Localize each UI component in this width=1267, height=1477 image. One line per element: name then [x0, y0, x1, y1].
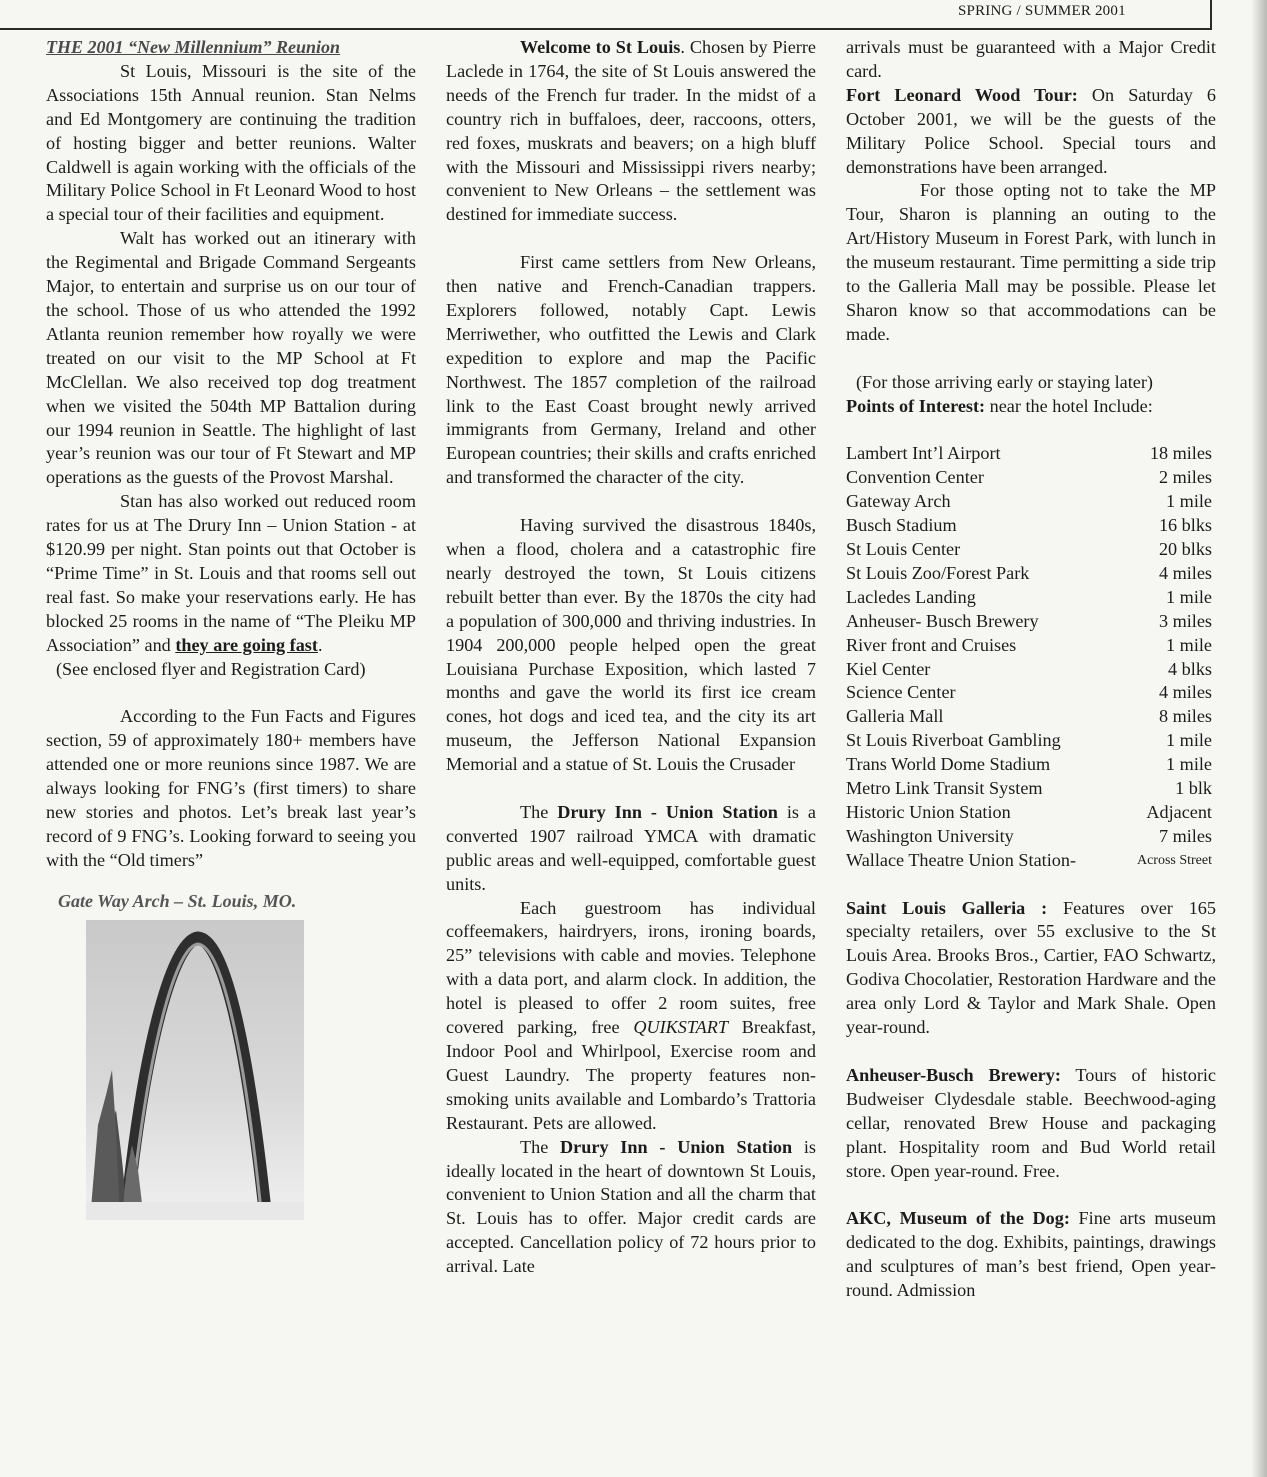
poi-place: St Louis Riverboat Gambling: [846, 730, 1061, 751]
welcome-text: . Chosen by Pierre Laclede in 1764, the site of St Louis answered the needs of the French fur trader. In the midst of a country rich in buffaloes, deer, raccoons, otters, red foxes, muskrats and beavers; on a high bluff with the Missouri and Mississippi rivers nearby; convenient to New Orleans – the settlement was destined for immediate success.: [446, 37, 816, 225]
paragraph-brewery: [846, 1064, 1216, 1184]
poi-place: Washington University: [846, 825, 1014, 846]
brewery-text: Tours of historic Budweiser Clydesdale stable. Beechwood-aging cellar, renovated Brew House and packaging plant. Hospitality room and Bud World retail store. Open year-round. Free.: [846, 1064, 1216, 1181]
hotel-name: Drury Inn - Union Station: [557, 801, 778, 822]
poi-row: [846, 753, 1216, 777]
paragraph-welcome: [446, 36, 816, 227]
paragraph-galleria: [846, 897, 1216, 1040]
masthead-box: [0, 0, 1212, 30]
poi-row: [846, 729, 1216, 753]
galleria-text: Features over 165 specialty retailers, over 55 exclusive to the St Louis Area. Brooks Bros., Cartier, FAO Schwartz, Godiva Chocolatier, Restoration Hardware and the area only Lord & Taylor and Mark Shale. Open year-round.: [846, 897, 1216, 1038]
poi-distance: 1 mile: [1166, 586, 1212, 607]
paragraph-itinerary: Walt has worked out an itinerary with the Regimental and Brigade Command Sergeants Major, to entertain and surprise us on our tour of the school. Those of us who attended the 1992 Atlanta reunion remember how royally we were treated on our visit to the MP School at Ft McClellan. We also received top dog treatment when we visited the 504th MP Battalion during our 1994 reunion in Seattle. The highlight of last year’s reunion was our tour of Ft Stewart and MP operations as the guests of the Provost Marshal.: [46, 228, 416, 488]
paragraph-settlers: First came settlers from New Orleans, then native and French-Canadian trappers. Explorers followed, notably Capt. Lewis Merriwether, who outfitted the Lewis and Clark expedition to explore and map the Pacific Northwest. The 1857 completion of the railroad link to the East Coast brought newly arrived immigrants from Germany, Ireland and other European countries; their skills and crafts enriched and transformed the character of the city.: [446, 252, 816, 488]
column-right: [846, 36, 1216, 1303]
poi-distance: 4 miles: [1158, 562, 1212, 583]
article-title: THE 2001 “New Millennium” Reunion: [46, 37, 341, 57]
poi-row: [846, 658, 1216, 682]
poi-place: Kiel Center: [846, 658, 931, 679]
poi-distance: 16 blks: [1158, 515, 1212, 536]
paragraph-room-rates: [46, 490, 416, 657]
poi-row: [846, 849, 1216, 873]
poi-place: Busch Stadium: [846, 515, 957, 536]
poi-place: Wallace Theatre Union Station-: [846, 849, 1077, 870]
room-rates-end: .: [317, 634, 323, 655]
paragraph-hotel: [446, 801, 816, 897]
quikstart-label: QUIKSTART: [633, 1017, 728, 1038]
poi-row: [846, 681, 1216, 705]
welcome-heading: Welcome to St Louis: [520, 37, 681, 57]
poi-row: [846, 562, 1216, 586]
poi-row: [846, 538, 1216, 562]
poi-row: [846, 442, 1216, 466]
poi-place: Science Center: [846, 682, 956, 703]
amenities-text-b: Breakfast, Indoor Pool and Whirlpool, Exercise room and Guest Laundry. The property features non-smoking units available and Lombardo’s Trattoria Restaurant. Pets are allowed.: [446, 1017, 816, 1133]
paragraph-location: [446, 1136, 816, 1279]
poi-distance: 1 blk: [1175, 778, 1212, 799]
poi-place: River front and Cruises: [846, 634, 1017, 655]
poi-distance: 20 blks: [1158, 539, 1212, 559]
amenities-text-a: Each guestroom has individual coffeemakers, hairdryers, irons, ironing boards, 25” televisions with cable and movies. Telephone with a data port, and alarm clock. In addition, the hotel is pleased to offer 2 room suites, free covered parking, free: [446, 897, 816, 1038]
paragraph-fort-tour: [846, 84, 1216, 180]
dog-museum-text: Fine arts museum dedicated to the dog. Exhibits, paintings, drawings and sculptures of man’s best friend, Open year-round. Admission: [846, 1208, 1216, 1301]
page-edge-shadow: [1251, 0, 1267, 1477]
poi-distance: 1 mile: [1166, 754, 1212, 775]
poi-place: Galleria Mall: [846, 706, 944, 727]
poi-place: Lacledes Landing: [846, 586, 976, 607]
poi-distance: 1 mile: [1166, 491, 1212, 512]
brewery-heading: Anheuser-Busch Brewery:: [846, 1064, 1061, 1085]
paragraph-dog-museum: [846, 1207, 1216, 1303]
hotel-text: is a converted 1907 railroad YMCA with dramatic public areas and well-equipped, comfortable guest units.: [446, 801, 816, 894]
poi-distance: 8 miles: [1158, 706, 1212, 727]
poi-intro: (For those arriving early or staying later): [856, 371, 1153, 392]
location-text: is ideally located in the heart of downtown St Louis, convenient to Union Station and all the charm that St. Louis has to offer. Major credit cards are accepted. Cancellation policy of 72 hours prior to arrival. Late: [446, 1136, 816, 1277]
poi-distance: 7 miles: [1158, 825, 1212, 846]
poi-place: St Louis Zoo/Forest Park: [846, 562, 1030, 583]
fort-tour-heading: Fort Leonard Wood Tour:: [846, 84, 1078, 105]
hotel-name-2: Drury Inn - Union Station: [560, 1136, 793, 1157]
paragraph-amenities: [446, 897, 816, 1136]
hotel-pre: The: [520, 801, 558, 822]
poi-place: Historic Union Station: [846, 801, 1011, 822]
poi-row: [846, 634, 1216, 658]
paragraph-history: Having survived the disastrous 1840s, when a flood, cholera and a catastrophic fire nearly destroyed the town, St Louis citizens rebuilt better than ever. By the 1870s the city had a population of 300,000 and thriving industries. In 1904 200,000 people helped open the great Louisiana Purchase Exposition, which lasted 7 months and gave the world its first ice cream cones, hot dogs and iced tea, and the city its art museum, the Jefferson National Expansion Memorial and a statue of St. Louis the Crusader: [446, 515, 816, 775]
poi-heading-label: Points of Interest:: [846, 395, 986, 416]
poi-place: Trans World Dome Stadium: [846, 754, 1051, 775]
poi-distance: 4 blks: [1168, 658, 1212, 679]
going-fast-emphasis: they are going fast: [175, 634, 318, 655]
poi-place: Gateway Arch: [846, 491, 951, 512]
poi-place: Convention Center: [846, 467, 984, 488]
poi-heading-text: near the hotel Include:: [985, 395, 1153, 416]
poi-distance: 3 miles: [1158, 610, 1212, 631]
issue-season: SPRING / SUMMER 2001: [958, 3, 1126, 19]
column-middle: [446, 36, 816, 1279]
poi-heading: [846, 395, 1216, 419]
room-rates-text: Stan has also worked out reduced room rates for us at The Drury Inn – Union Station - at $120.99 per night. Stan points out that October is “Prime Time” in St. Louis and that rooms sell out real fast. So make your reservations early. He has blocked 25 rooms in the name of “The Pleiku MP Association” and: [46, 491, 416, 655]
poi-row: [846, 586, 1216, 610]
paragraph-museum-outing: For those opting not to take the MP Tour, Sharon is planning an outing to the Art/History Museum in Forest Park, with lunch in the museum restaurant. Time permitting a side trip to the Galleria Mall may be possible. Please let Sharon know so that accommodations can be made.: [846, 180, 1216, 344]
galleria-heading: Saint Louis Galleria :: [846, 897, 1048, 918]
poi-distance: 4 miles: [1158, 682, 1212, 703]
poi-row: [846, 610, 1216, 634]
column-left: [46, 36, 416, 1220]
poi-row: [846, 705, 1216, 729]
fort-tour-text: On Saturday 6 October 2001, we will be the guests of the Military Police School. Special tours and demonstrations have been arranged.: [846, 84, 1216, 177]
paragraph-fun-facts: According to the Fun Facts and Figures section, 59 of approximately 180+ members have attended one or more reunions since 1987. We are always looking for FNG’s (first timers) to share new stories and photos. Let’s break last year’s record of 9 FNG’s. Looking forward to seeing you with the “Old timers”: [46, 706, 416, 870]
poi-distance: Adjacent: [1146, 801, 1212, 822]
poi-row: [846, 514, 1216, 538]
paragraph-late-arrivals: arrivals must be guaranteed with a Major Credit card.: [846, 37, 1216, 81]
points-of-interest-list: [846, 442, 1216, 872]
poi-distance: Across Street: [1136, 852, 1212, 868]
poi-distance: 1 mile: [1166, 634, 1212, 655]
enclosure-note: (See enclosed flyer and Registration Card): [56, 658, 366, 679]
dog-museum-heading: AKC, Museum of the Dog:: [846, 1208, 1070, 1229]
poi-row: [846, 825, 1216, 849]
paragraph-intro: St Louis, Missouri is the site of the Associations 15th Annual reunion. Stan Nelms and Ed Montgomery are continuing the tradition of hosting bigger and better reunions. Walter Caldwell is again working with the officials of the Military Police School in Ft Leonard Wood to host a special tour of their facilities and equipment.: [46, 60, 416, 225]
location-pre: The: [520, 1136, 561, 1157]
poi-row: [846, 490, 1216, 514]
poi-place: Anheuser- Busch Brewery: [846, 610, 1039, 631]
poi-distance: 2 miles: [1158, 467, 1212, 488]
poi-row: [846, 801, 1216, 825]
poi-place: St Louis Center: [846, 539, 961, 559]
poi-place: Lambert Int’l Airport: [846, 443, 1001, 464]
poi-row: [846, 466, 1216, 490]
photo-caption: Gate Way Arch – St. Louis, MO.: [58, 890, 297, 911]
poi-row: [846, 777, 1216, 801]
gateway-arch-photo: [86, 920, 304, 1220]
poi-distance: 1 mile: [1166, 730, 1212, 751]
poi-distance: 18 miles: [1149, 443, 1212, 464]
poi-place: Metro Link Transit System: [846, 778, 1043, 799]
